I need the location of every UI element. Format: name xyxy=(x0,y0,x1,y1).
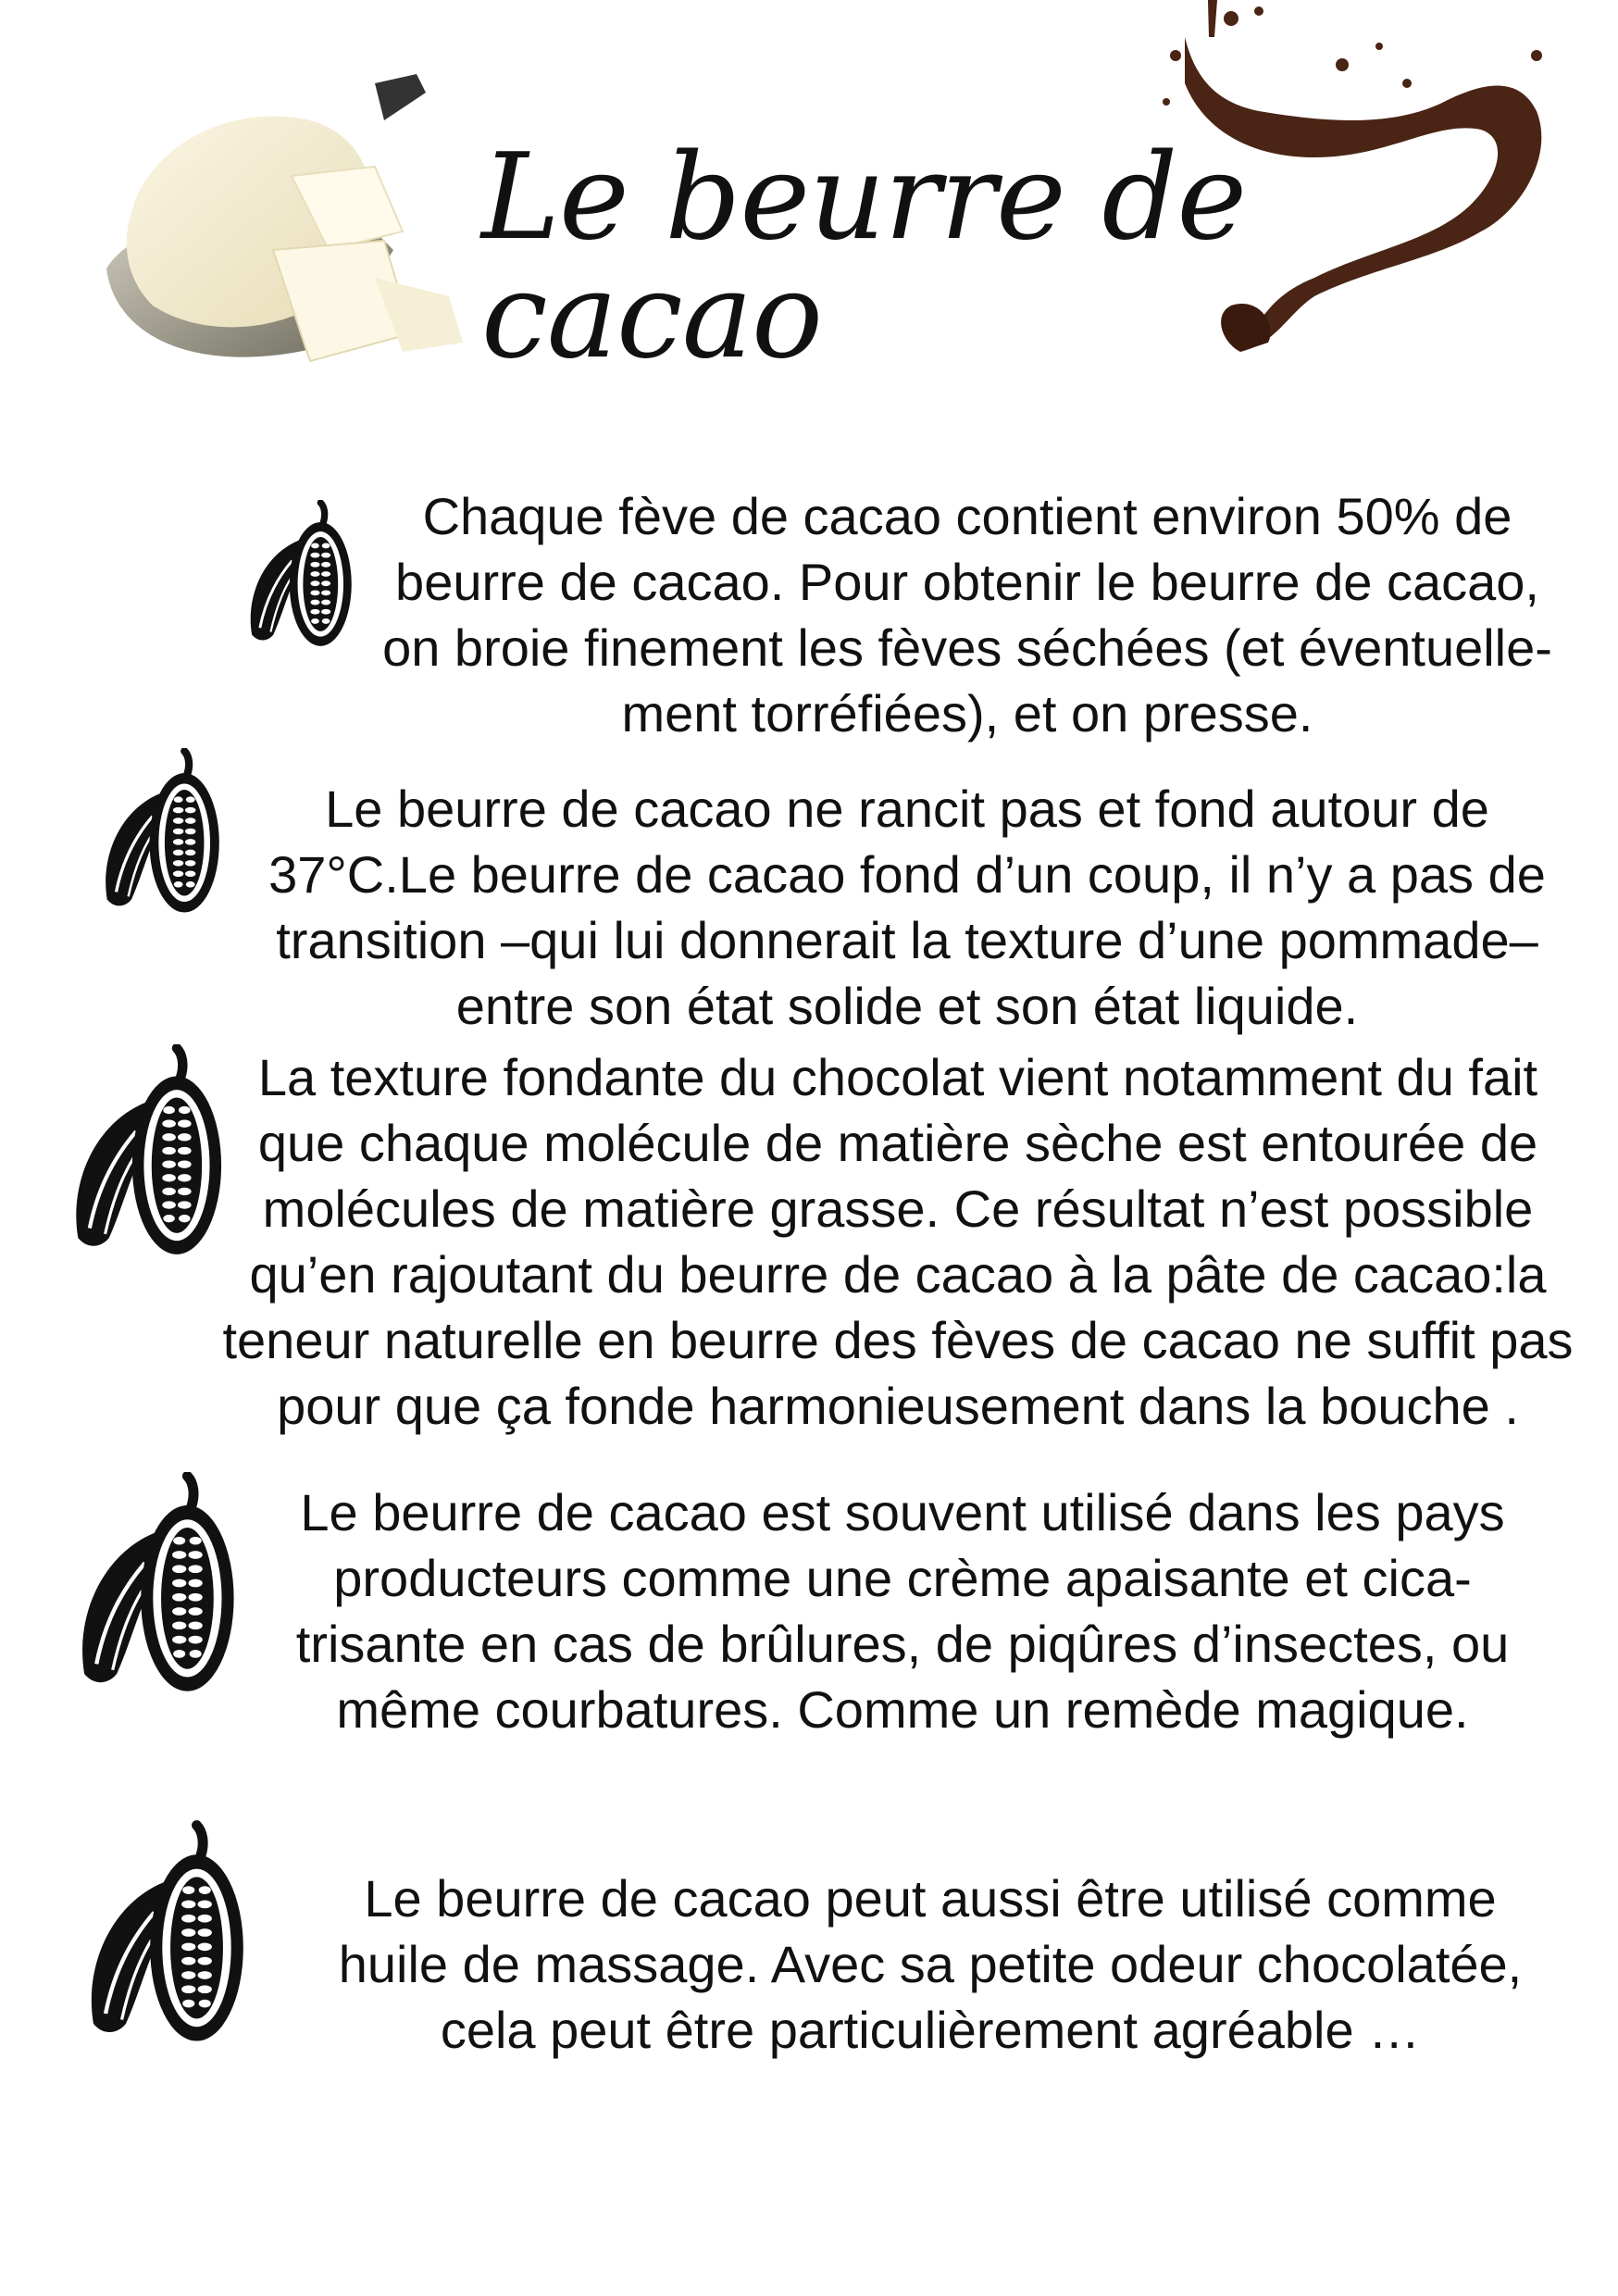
text-line: Le beurre de cacao peut aussi être utilisé comme xyxy=(364,1869,1497,1928)
text-line: on broie finement les fèves séchées (et éventuelle- xyxy=(382,618,1552,677)
cocoa-pod-icon xyxy=(91,748,230,915)
text-line: que chaque molécule de matière sèche est entourée de xyxy=(257,1114,1538,1172)
text-line: 37°C.Le beurre de cacao fond d’un coup, il n’y a pas de xyxy=(268,845,1546,904)
paragraph-2 xyxy=(222,776,1592,1039)
paragraph-3 xyxy=(185,1044,1611,1439)
cocoa-pod-icon xyxy=(83,1819,245,2046)
text-line: teneur naturelle en beurre des fèves de cacao ne suffit pas xyxy=(222,1311,1574,1369)
text-line: Le beurre de cacao est souvent utilisé dans les pays xyxy=(300,1483,1505,1541)
text-line: producteurs comme une crème apaisante et cica- xyxy=(333,1549,1472,1607)
text-line: qu’en rajoutant du beurre de cacao à la pâte de cacao:la xyxy=(249,1245,1547,1304)
text-line: cela peut être particulièrement agréable … xyxy=(440,2001,1421,2059)
cocoa-pod-icon xyxy=(74,1472,236,1694)
page-title: Le beurre de cacao xyxy=(481,129,1247,385)
text-line: huile de massage. Avec sa petite odeur chocolatée, xyxy=(338,1935,1523,1993)
text-line: trisante en cas de brûlures, de piqûres d’insectes, ou xyxy=(295,1615,1510,1673)
text-line: pour que ça fonde harmonieusement dans la bouche . xyxy=(277,1377,1519,1435)
text-line: molécules de matière grasse. Ce résultat n’est possible xyxy=(262,1179,1534,1238)
paragraph-4 xyxy=(259,1479,1546,1742)
cocoa-butter-image xyxy=(97,65,509,389)
text-line: entre son état solide et son état liquide. xyxy=(455,977,1359,1035)
text-line: ment torréfiées), et on presse. xyxy=(621,684,1313,742)
text-line: beurre de cacao. Pour obtenir le beurre de cacao, xyxy=(395,553,1539,611)
text-line: même courbatures. Comme un remède magique. xyxy=(336,1680,1469,1739)
paragraph-5 xyxy=(305,1866,1555,2063)
text-line: transition –qui lui donnerait la texture d’une pommade– xyxy=(276,911,1538,969)
paragraph-1 xyxy=(352,483,1583,746)
cocoa-pod-icon xyxy=(239,500,359,648)
text-line: Le beurre de cacao ne rancit pas et fond autour de xyxy=(325,780,1489,838)
text-line: Chaque fève de cacao contient environ 50% de xyxy=(422,487,1512,545)
text-line: La texture fondante du chocolat vient notamment du fait xyxy=(257,1048,1538,1106)
